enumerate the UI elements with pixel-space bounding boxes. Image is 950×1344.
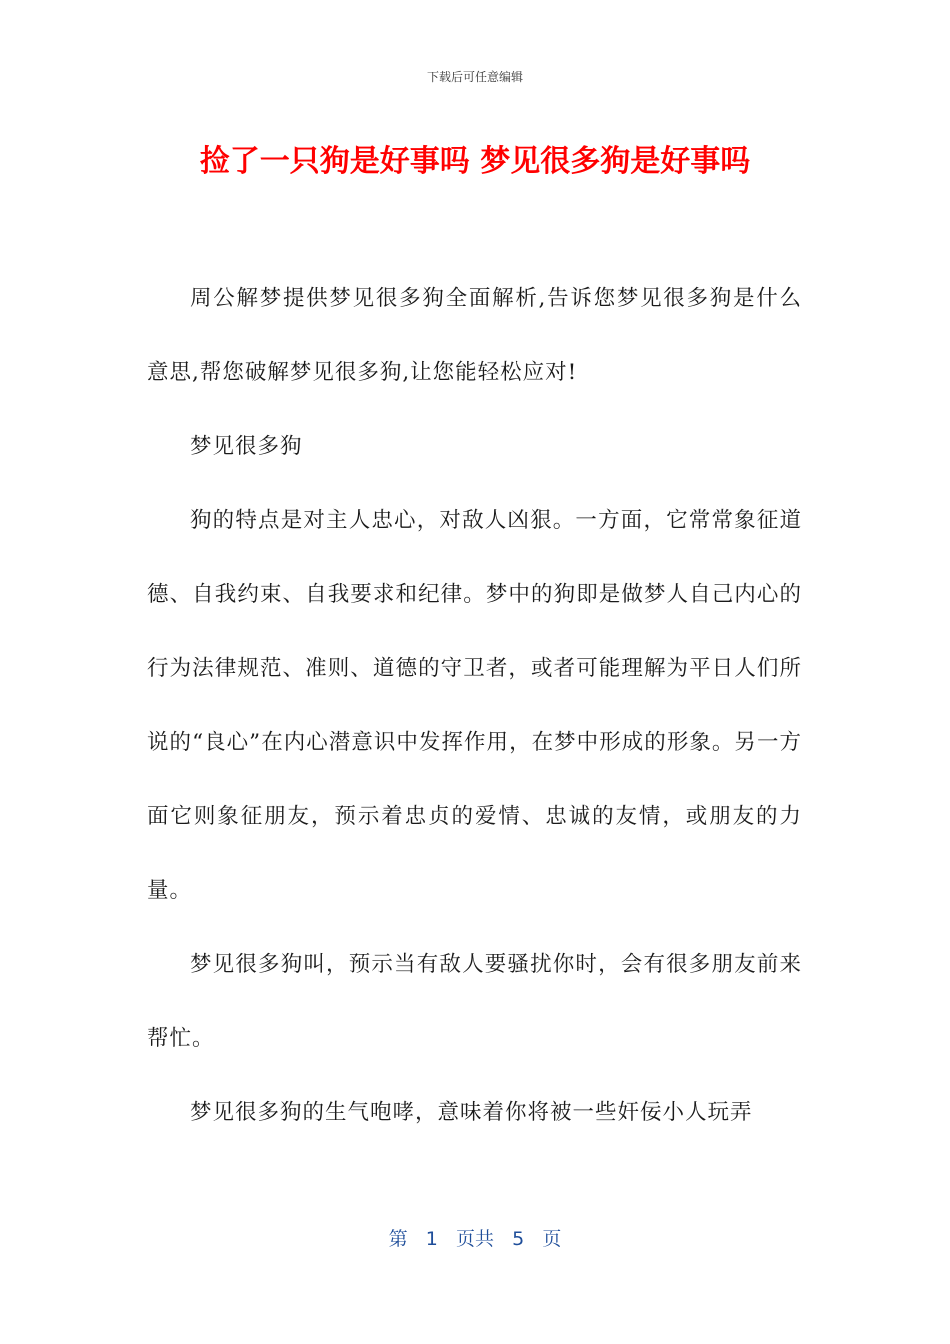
footer-page-middle: 页共 [455, 1228, 494, 1250]
footer-page-suffix: 页 [542, 1228, 562, 1250]
footer-page-current: 1 [425, 1228, 438, 1250]
paragraph-dogs-barking: 梦见很多狗叫，预示当有敌人要骚扰你时，会有很多朋友前来帮忙。 [147, 952, 802, 1051]
paragraph-subheading: 梦见很多狗 [190, 434, 303, 459]
header-note: 下载后可任意编辑 [426, 70, 523, 84]
footer-page-prefix: 第 [388, 1228, 408, 1250]
document-title: 捡了一只狗是好事吗 梦见很多狗是好事吗 [199, 144, 751, 179]
footer-page-total: 5 [512, 1228, 525, 1250]
paragraph-dog-traits: 狗的特点是对主人忠心，对敌人凶狠。一方面，它常常象征道德、自我约束、自我要求和纪律。梦中的狗即是做梦人自己内心的行为法律规范、准则、道德的守卫者，或者可能理解为平日人们所说的“良心”在内心潜意识中发挥作用，在梦中形成的形象。另一方面它则象征朋友，预示着忠贞的爱情、忠诚的友情，或朋友的力量。 [147, 508, 802, 903]
page-footer [0, 1224, 950, 1251]
paragraph-intro: 周公解梦提供梦见很多狗全面解析,告诉您梦见很多狗是什么意思,帮您破解梦见很多狗,让您能轻松应对! [147, 286, 802, 385]
paragraph-dogs-growling: 梦见很多狗的生气咆哮，意味着你将被一些奸佞小人玩弄 [190, 1100, 753, 1125]
document-body [147, 262, 802, 1150]
